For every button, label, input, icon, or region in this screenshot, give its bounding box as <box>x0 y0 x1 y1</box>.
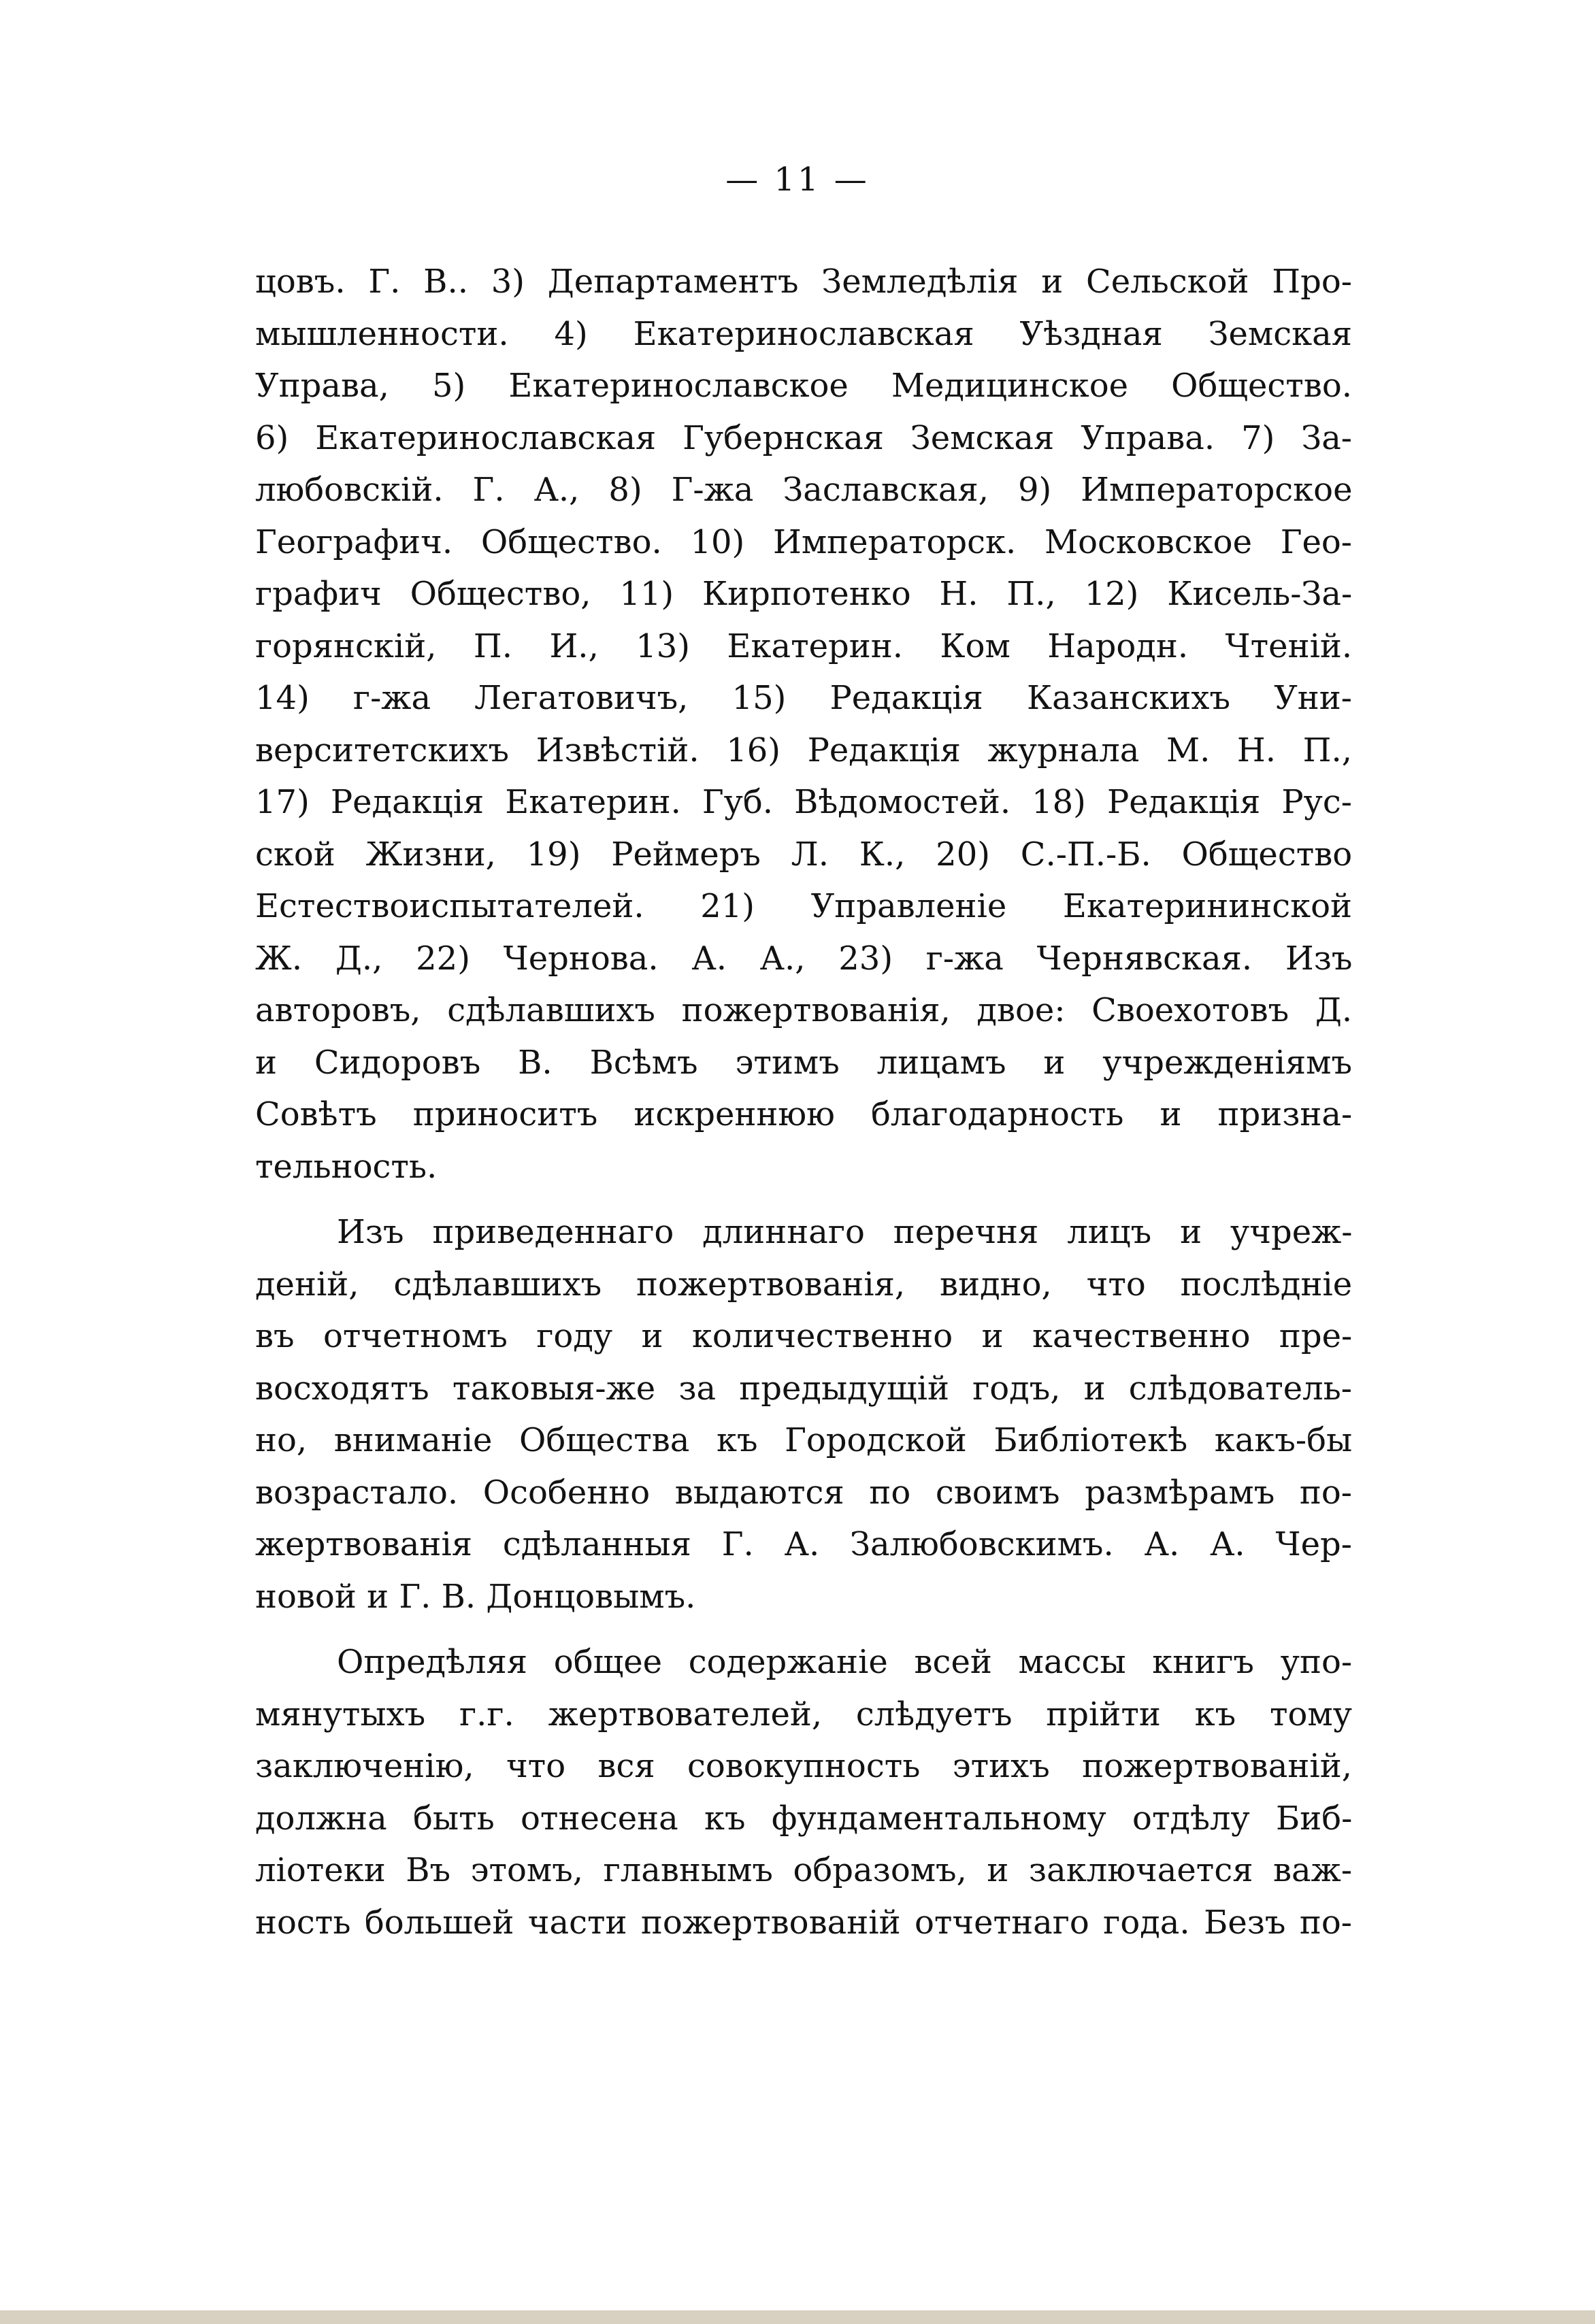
text-line: любовскій. Г. А., 8) Г-жа Заславская, 9) Императорское <box>255 471 1353 509</box>
text-line: ность большей части пожертвованій отчетнаго года. Безъ по- <box>255 1903 1352 1942</box>
text-line: должна быть отнесена къ фундаментальному отдѣлу Биб- <box>255 1799 1353 1838</box>
text-line: Изъ приведеннаго длиннаго перечня лицъ и учреж- <box>337 1213 1353 1251</box>
page-number: — 11 — <box>725 161 870 199</box>
text-line: восходятъ таковыя-же за предыдущій годъ, и слѣдователь- <box>255 1369 1352 1408</box>
text-line: новой и Г. В. Донцовымъ. <box>255 1577 696 1616</box>
text-line: и Сидоровъ В. Всѣмъ этимъ лицамъ и учрежденіямъ <box>255 1043 1352 1082</box>
text-line: горянскій, П. И., 13) Екатерин. Ком Народн. Чтеній. <box>255 627 1353 665</box>
text-line: Естествоиспытателей. 21) Управленіе Екатерининской <box>255 887 1352 925</box>
text-line: 17) Редакція Екатерин. Губ. Вѣдомостей. 18) Редакція Рус- <box>255 783 1352 821</box>
text-line: Управа, 5) Екатеринославское Медицинское Общество. <box>255 367 1352 405</box>
text-line: жертвованія сдѣланныя Г. А. Залюбовскимъ. А. А. Чер- <box>255 1525 1352 1563</box>
text-line: деній, сдѣлавшихъ пожертвованія, видно, что послѣдніе <box>255 1265 1353 1304</box>
text-line: Опредѣляя общее содержаніе всей массы книгъ упо- <box>337 1643 1353 1681</box>
text-line: Географич. Общество. 10) Императорск. Московское Гео- <box>255 522 1352 561</box>
paragraph-2 <box>255 1206 1352 1623</box>
text-line: 14) г-жа Легатовичъ, 15) Редакція Казанскихъ Уни- <box>255 679 1352 717</box>
text-line: авторовъ, сдѣлавшихъ пожертвованія, двое: Своехотовъ Д. <box>255 991 1353 1029</box>
text-line: ліотеки Въ этомъ, главнымъ образомъ, и заключается важ- <box>255 1851 1353 1889</box>
paragraph-3 <box>255 1636 1352 1948</box>
text-line: верситетскихъ Извѣстій. 16) Редакція журнала М. Н. П., <box>255 731 1352 769</box>
paragraph-1 <box>255 256 1352 1193</box>
text-line: Ж. Д., 22) Чернова. А. А., 23) г-жа Чернявская. Изъ <box>255 939 1353 978</box>
text-line: въ отчетномъ году и количественно и качественно пре- <box>255 1317 1353 1355</box>
text-line: но, вниманіе Общества къ Городской Библіотекѣ какъ-бы <box>255 1421 1353 1459</box>
text-line: 6) Екатеринославская Губернская Земская Управа. 7) За- <box>255 418 1353 457</box>
text-line: графич Общество, 11) Кирпотенко Н. П., 12) Кисель-За- <box>255 575 1353 613</box>
body-text <box>255 256 1352 1948</box>
text-line: возрастало. Особенно выдаются по своимъ размѣрамъ по- <box>255 1473 1352 1512</box>
text-line: мянутыхъ г.г. жертвователей, слѣдуетъ прійти къ тому <box>255 1695 1352 1733</box>
scan-border <box>0 2310 1595 2324</box>
text-line: мышленности. 4) Екатеринославская Уѣздная Земская <box>255 314 1352 353</box>
text-line: ской Жизни, 19) Реймеръ Л. К., 20) С.-П.-Б. Общество <box>255 835 1353 874</box>
text-line: заключенію, что вся совокупность этихъ пожертвованій, <box>255 1747 1352 1785</box>
text-line: Совѣтъ приноситъ искреннюю благодарность и призна- <box>255 1095 1353 1133</box>
text-line: тельность. <box>255 1147 438 1186</box>
text-line: цовъ. Г. В.. 3) Департаментъ Земледѣлія и Сельской Про- <box>255 263 1352 301</box>
